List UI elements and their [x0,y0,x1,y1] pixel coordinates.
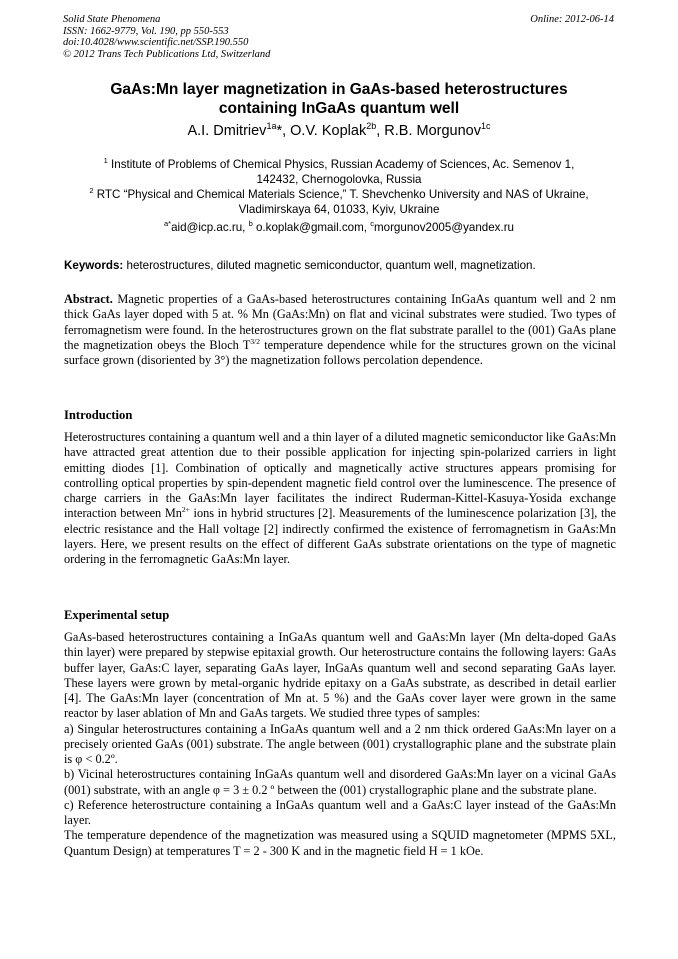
section-heading-experimental: Experimental setup [64,608,170,622]
affiliation-1 [60,157,618,187]
abstract-text: Magnetic properties of a GaAs-based heterostructures containing InGaAs quantum well and 2 nm thick GaAs layer doped with 5 at. % Mn (GaAs:Mn) on flat and vicinal substrates were studied. Two types of ferromagnetism were found. In the heterostructures grown on the flat substrate parallel to the (001) GaAs plane the magnetization obeys the Bloch T [64,292,616,352]
journal-issn: ISSN: 1662-9779, Vol. 190, pp 550-553 [63,25,229,37]
introduction-text: Heterostructures containing a quantum well and a thin layer of a diluted magnetic semiconductor like GaAs:Mn have attracted great attention due to their possible application for injecting spin-polarized carriers in light emitting diodes [1]. Combination of optically and magnetically active structures appears promising for controlling optical properties by spin-dependent magnetic field control over the luminescence. The presence of charge carriers in the GaAs:Mn layer facilitates the indirect Ruderman-Kittel-Kasuya-Yosida exchange interaction between Mn [64,430,616,521]
introduction-superscript: 2+ [181,505,190,515]
affiliation-text: 142432, Chernogolovka, Russia [256,173,422,187]
keywords-text: heterostructures, diluted magnetic semiconductor, quantum well, magnetization. [123,259,536,272]
affiliation-text: Vladimirskaya 64, 01033, Kyiv, Ukraine [238,203,440,217]
journal-name: Solid State Phenomena [63,14,161,25]
author-name: A.I. Dmitriev [187,123,267,139]
section-heading-introduction: Introduction [64,408,133,422]
email-sup: b [248,219,253,228]
abstract-text: temperature dependence while for the structures grown on the vicinal surface grown (disoriented by 3°) the magnetization follows percolation dependence. [64,337,616,367]
author-sep: *, [276,123,291,139]
title-line-1: GaAs:Mn layer magnetization in GaAs-based heterostructures [110,81,568,98]
online-date: Online: 2012-06-14 [530,14,614,25]
author-sup: 1a [266,121,277,131]
email-sup: c [370,219,374,228]
experimental-section [64,630,616,859]
email-link[interactable]: aid@icp.ac.ru, [171,221,249,234]
author-sup: 2b [366,121,377,131]
author-name: R.B. Morgunov [384,123,481,139]
email-link[interactable]: morgunov2005@yandex.ru [373,221,514,234]
author-emails [60,220,618,235]
keywords [64,258,616,273]
affiliation-number: 2 [89,186,94,195]
abstract-label: Abstract. [64,292,113,306]
abstract-superscript: 3/2 [250,336,260,346]
experimental-paragraph: GaAs-based heterostructures containing a InGaAs quantum well and GaAs:Mn layer (Mn delta-doped GaAs thin layer) were prepared by stepwise epitaxial growth. Our heterostructure contains the following layers: GaAs buffer layer, GaAs:C layer, separating GaAs layer, InGaAs quantum well and second separating GaAs layer. These layers were grown by metal-organic hydride epitaxy on a GaAs substrate, as described in detail earlier [4]. The GaAs:Mn layer (concentration of Mn at. 5 %) and the GaAs cover layer were grown in the same reactor by laser ablation of Mn and GaAs targets. We studied three types of samples: [64,630,616,721]
email-link[interactable]: o.koplak@gmail.com, [252,221,371,234]
sample-item-b: b) Vicinal heterostructures containing InGaAs quantum well and disordered GaAs:Mn layer on a vicinal GaAs (001) substrate, with an angle φ = 3 ± 0.2 º between the (001) crystallographic plane and the substrate plane. [64,767,616,797]
affiliation-text: Institute of Problems of Chemical Physics, Russian Academy of Sciences, Ac. Semenov 1, [107,158,575,171]
author-sup: 1c [481,121,491,131]
journal-doi: doi:10.4028/www.scientific.net/SSP.190.550 [63,37,249,49]
journal-header [63,14,423,60]
affiliation-number: 1 [103,156,108,165]
affiliation-text: RTC “Physical and Chemical Materials Science,” T. Shevchenko University and NAS of Ukraine, [93,188,589,201]
paper-title [60,81,618,118]
sample-item-a: a) Singular heterostructures containing a InGaAs quantum well and a 2 nm thick ordered GaAs:Mn layer on a precisely oriented GaAs (001) substrate. The angle between (001) crystallographic plane and the substrate plain is φ < 0.2º. [64,721,616,766]
author-name: O.V. Koplak [290,123,367,139]
affiliation-2 [60,187,618,217]
title-line-2: containing InGaAs quantum well [218,99,460,117]
introduction-paragraph [64,430,616,567]
sample-item-c: c) Reference heterostructure containing a InGaAs quantum well and a GaAs:C layer instead of the GaAs:Mn layer. [64,797,616,827]
keywords-label: Keywords: [64,259,124,272]
email-sup: a* [164,219,172,228]
abstract [64,292,616,368]
experimental-paragraph: The temperature dependence of the magnetization was measured using a SQUID magnetometer (MPMS 5XL, Quantum Design) at temperatures T = 2 - 300 K and in the magnetic field H = 1 kOe. [64,828,616,858]
introduction-text: ions in hybrid structures [2]. Measurements of the luminescence polarization [3], the electric resistance and the Hall voltage [2] indirectly confirmed the existence of ferromagnetism in GaAs:Mn layers. Here, we present results on the effect of different GaAs substrate orientations on the type of magnetic ordering in the ferromagnetic GaAs:Mn layer. [64,506,616,566]
author-sep: , [376,123,385,139]
journal-copyright: © 2012 Trans Tech Publications Ltd, Switzerland [63,48,271,60]
author-list [60,122,618,140]
